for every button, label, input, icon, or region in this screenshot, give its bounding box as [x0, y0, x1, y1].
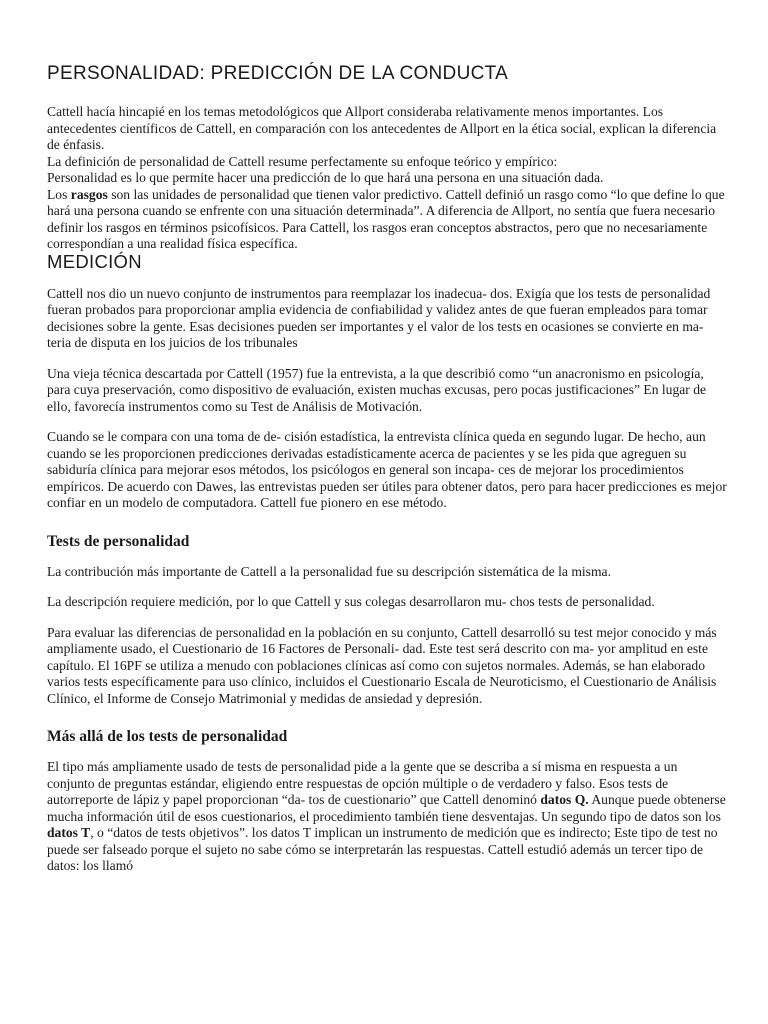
medicion-paragraph-2: Una vieja técnica descartada por Cattell (1957) fue la entrevista, a la que describió como “un anacronismo en psicología, para cuya preservación, como dispositivo de evaluación, existen muchas excusas, pero pocas justificaciones” En lugar de ello, favorecía instrumentos como su Test de Análisis de Motivación. — [47, 365, 707, 414]
intro-paragraph-2: La definición de personalidad de Cattell resume perfectamente su enfoque teórico y empírico: — [47, 153, 558, 169]
tests-paragraph-1: La contribución más importante de Cattell a la personalidad fue su descripción sistemática de la misma. — [47, 563, 611, 579]
mas-alla-p1-c: , o “datos de tests objetivos”. los datos T implican un instrumento de medición que es indirecto; Este tipo de test no puede ser falseado porque el sujeto no sabe cómo se interpretarán las respuestas. Cattell estudió además un tercer tipo de datos: los llamó — [47, 825, 718, 873]
subsection-title-tests: Tests de personalidad — [47, 532, 190, 550]
mas-alla-p1-a: El tipo más ampliamente usado de tests de personalidad pide a la gente que se describa a sí misma en respuesta a un conjunto de preguntas estándar, eligiendo entre respuestas de opción múltiple o de verdadero y falso. Esos tests de autorreporte de lápiz y papel proporcionan “da- tos de cuestionario” que Cattell denominó — [47, 759, 678, 807]
tests-paragraph-3: Para evaluar las diferencias de personalidad en la población en su conjunto, Cattell desarrolló su test mejor conocido y más ampliamente usado, el Cuestionario de 16 Factores de Personali- dad. Este test será descrito con ma- yor amplitud en este capítulo. El 16PF se utiliza a menudo con poblaciones clínicas así como con sujetos normales. Además, se han elaborado varios tests específicamente para uso clínico, incluidos el Cuestionario Escala de Neuroticismo, el Cuestionario de Análisis Clínico, el Informe de Consejo Matrimonial y medidas de ansiedad y depresión. — [47, 624, 717, 706]
mas-alla-paragraph-1 — [47, 759, 727, 875]
intro-paragraph-4 — [47, 187, 727, 253]
subsection-title-mas-alla: Más allá de los tests de personalidad — [47, 728, 288, 745]
intro-p4-post: son las unidades de personalidad que tienen valor predictivo. Cattell definió un rasgo como “lo que define lo que hará una persona cuando se enfrente con una situación determinada”. A diferencia de Allport, no sentía que fuera necesario definir los rasgos en términos psicofísicos. Para Cattell, los rasgos eran conceptos abstractos, pero que no necesariamente correspondían a una realidad física específica. — [47, 186, 725, 251]
section-title-personalidad: PERSONALIDAD: PREDICCIÓN DE LA CONDUCTA — [47, 63, 509, 84]
rasgos-term: rasgos — [70, 186, 108, 202]
intro-paragraph-1: Cattell hacía hincapié en los temas metodológicos que Allport consideraba relativamente menos importantes. Los antecedentes científicos de Cattell, en comparación con los antecedentes de Allport en la ética social, explican la diferencia de énfasis. — [47, 104, 717, 152]
section-title-medicion: MEDICIÓN — [47, 250, 142, 272]
document-page — [47, 62, 727, 875]
datos-t-term: datos T — [47, 825, 91, 840]
mas-alla-p1-b: Aunque puede obtenerse mucha información útil de esos cuestionarios, el procedimiento también tiene desventajas. Un segundo tipo de datos son los — [47, 792, 726, 824]
medicion-paragraph-1: Cattell nos dio un nuevo conjunto de instrumentos para reemplazar los inadecua- dos. Exigía que los tests de personalidad fueran probados para proporcionar amplia evidencia de confiabilidad y validez antes de que fueran empleados para tomar decisiones sobre la gente. Esas decisiones pueden ser importantes y el valor de los tests en ocasiones se convierte en ma- teria de disputa en los juicios de los tribunales — [47, 285, 711, 350]
medicion-paragraph-3: Cuando se le compara con una toma de de- cisión estadística, la entrevista clínica queda en segundo lugar. De hecho, aun cuando se les proporcionen predicciones derivadas estadísticamente acerca de pacientes y se les pida que agreguen su sabiduría clínica para mejorar esos métodos, los psicólogos en general son incapa- ces de mejorar los procedimientos empíricos. De acuerdo con Dawes, las entrevistas pueden ser útiles para obtener datos, pero para hacer predicciones es mejor confiar en un modelo de computadora. Cattell fue pionero en ese método. — [47, 429, 727, 510]
tests-paragraph-2: La descripción requiere medición, por lo que Cattell y sus colegas desarrollaron mu- chos tests de personalidad. — [47, 594, 655, 609]
datos-q-term: datos Q. — [540, 792, 589, 807]
intro-paragraph-3: Personalidad es lo que permite hacer una predicción de lo que hará una persona en una situación dada. — [47, 170, 604, 185]
intro-p4-pre: Los — [47, 186, 71, 202]
